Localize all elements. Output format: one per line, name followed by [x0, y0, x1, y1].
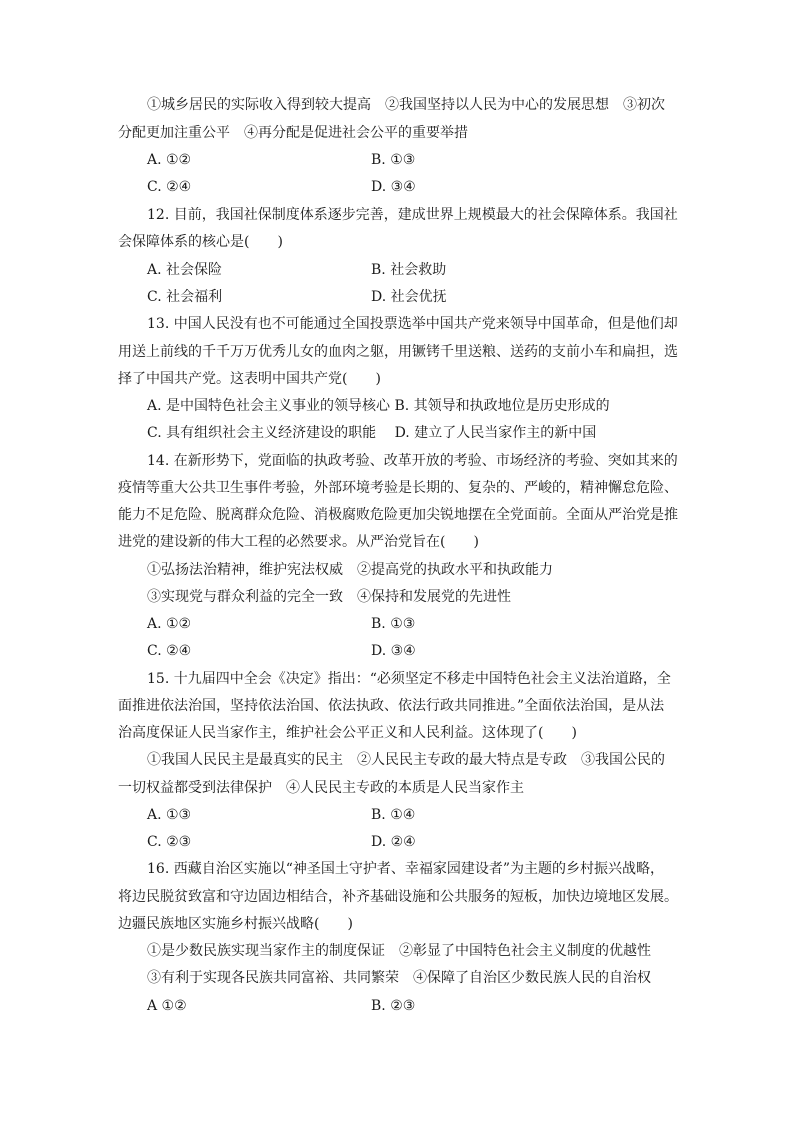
q14-option-a[interactable]: A. ①②: [147, 616, 192, 632]
q11-option-b[interactable]: B. ①③: [371, 152, 416, 168]
q12-option-d[interactable]: D. 社会优抚: [371, 289, 447, 305]
q15-option-a[interactable]: A. ①③: [147, 807, 192, 823]
q14-statement-line: ③实现党与群众利益的完全一致 ④保持和发展党的先进性: [147, 589, 511, 605]
q13-stem-line: 13. 中国人民没有也不可能通过全国投票选举中国共产党来领导中国革命，但是他们却: [147, 316, 678, 332]
q15-stem-line: 治高度保证人民当家作主，维护社会公平正义和人民利益。这体现了( ): [118, 725, 577, 741]
q11-statement-line: ①城乡居民的实际收入得到较大提高 ②我国坚持以人民为中心的发展思想 ③初次: [147, 97, 665, 113]
q14-stem-line: 能力不足危险、脱离群众危险、消极腐败危险更加尖锐地摆在全党面前。全面从严治党是推: [118, 507, 678, 523]
q14-option-b[interactable]: B. ①③: [371, 616, 416, 632]
q13-options-ab[interactable]: A. 是中国特色社会主义事业的领导核心 B. 其领导和执政地位是历史形成的: [147, 398, 610, 414]
q15-option-d[interactable]: D. ②④: [371, 834, 416, 850]
q13-stem-line: 用送上前线的千千万万优秀儿女的血肉之躯，用镢铐千里送粮、送药的支前小车和扁担，选: [118, 344, 678, 360]
q15-option-b[interactable]: B. ①④: [371, 807, 416, 823]
q11-statement-line: 分配更加注重公平 ④再分配是促进社会公平的重要举措: [118, 125, 468, 141]
q11-option-a[interactable]: A. ①②: [147, 152, 192, 168]
q13-options-cd[interactable]: C. 具有组织社会主义经济建设的职能 D. 建立了人民当家作主的新中国: [147, 425, 597, 441]
q15-statement-line: 一切权益都受到法律保护 ④人民民主专政的本质是人民当家作主: [118, 780, 524, 796]
q15-stem-line: 15. 十九届四中全会《决定》指出：“必须坚定不移走中国特色社会主义法治道路，全: [147, 671, 671, 687]
q15-statement-line: ①我国人民民主是最真实的民主 ②人民民主专政的最大特点是专政 ③我国公民的: [147, 752, 665, 768]
q16-stem-line: 将边民脱贫致富和守边固边相结合，补齐基础设施和公共服务的短板，加快边境地区发展。: [118, 889, 678, 905]
q12-stem-line: 会保障体系的核心是( ): [118, 234, 283, 250]
q12-option-a[interactable]: A. 社会保险: [147, 262, 223, 278]
q13-stem-line: 择了中国共产党。这表明中国共产党( ): [118, 371, 381, 387]
q14-statement-line: ①弘扬法治精神，维护宪法权威 ②提高党的执政水平和执政能力: [147, 562, 553, 578]
q11-option-d[interactable]: D. ③④: [371, 179, 416, 195]
q12-stem-line: 12. 目前，我国社保制度体系逐步完善，建成世界上规模最大的社会保障体系。我国社: [147, 207, 678, 223]
q14-option-c[interactable]: C. ②④: [147, 643, 192, 659]
q16-statement-line: ①是少数民族实现当家作主的制度保证 ②彰显了中国特色社会主义制度的优越性: [147, 943, 651, 959]
q16-option-b[interactable]: B. ②③: [371, 998, 416, 1014]
q14-stem-line: 进党的建设新的伟大工程的必然要求。从严治党旨在( ): [118, 534, 479, 550]
q11-option-c[interactable]: C. ②④: [147, 179, 192, 195]
q14-option-d[interactable]: D. ③④: [371, 643, 416, 659]
q16-stem-line: 16. 西藏自治区实施以“神圣国土守护者、幸福家园建设者”为主题的乡村振兴战略，: [147, 861, 665, 877]
q16-statement-line: ③有利于实现各民族共同富裕、共同繁荣 ④保障了自治区少数民族人民的自治权: [147, 970, 651, 986]
q14-stem-line: 14. 在新形势下，党面临的执政考验、改革开放的考验、市场经济的考验、突如其来的: [147, 453, 678, 469]
q12-option-b[interactable]: B. 社会救助: [371, 262, 447, 278]
q12-option-c[interactable]: C. 社会福利: [147, 289, 223, 305]
q15-option-c[interactable]: C. ②③: [147, 834, 192, 850]
q16-stem-line: 边疆民族地区实施乡村振兴战略( ): [118, 916, 353, 932]
q16-option-a[interactable]: A ①②: [147, 998, 187, 1014]
q14-stem-line: 疫情等重大公共卫生事件考验，外部环境考验是长期的、复杂的、严峻的，精神懈怠危险、: [118, 480, 678, 496]
q15-stem-line: 面推进依法治国，坚持依法治国、依法执政、依法行政共同推进。”全面依法治国，是从法: [118, 698, 665, 714]
